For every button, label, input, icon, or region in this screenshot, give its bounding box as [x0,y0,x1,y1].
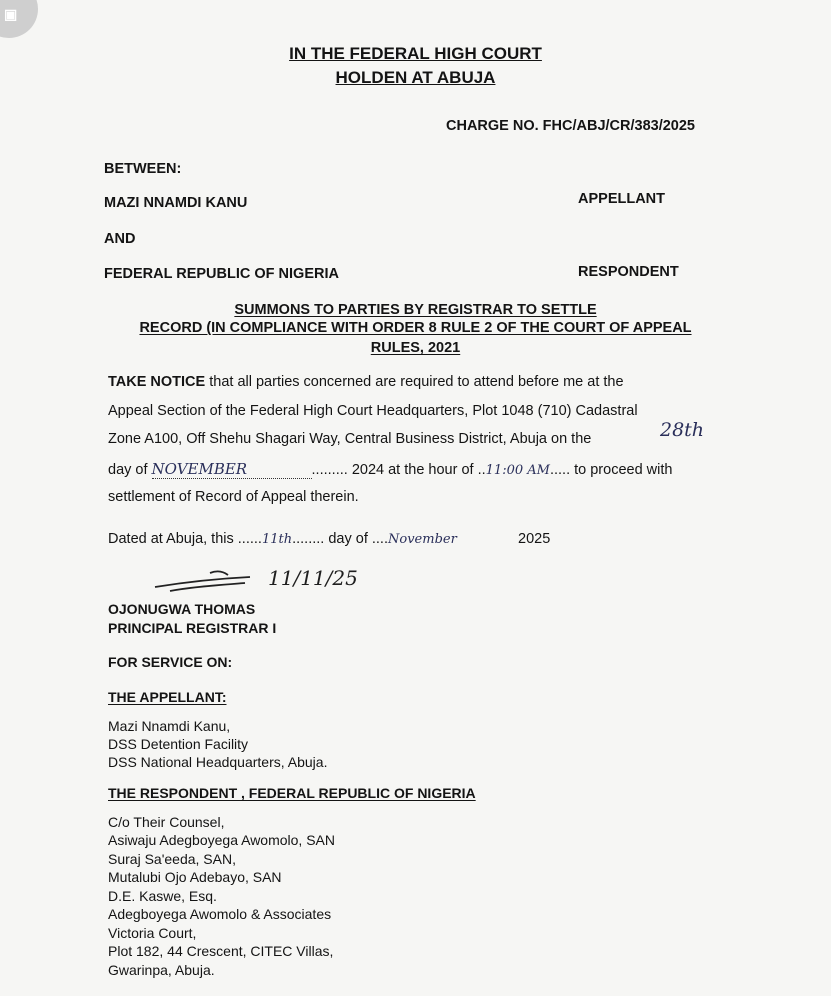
year-text: ......... 2024 [311,462,385,478]
hour-text: at the hour of .. [388,462,486,478]
respondent-address-line: C/o Their Counsel, [108,814,225,830]
notice-line1 [108,374,624,390]
notice-line3: Zone A100, Off Shehu Shagari Way, Central Business District, Abuja on the [108,431,592,447]
summons-title-line1: SUMMONS TO PARTIES BY REGISTRAR TO SETTLE [234,302,597,318]
respondent-address-line: Suraj Sa'eeda, SAN, [108,851,236,867]
notice-line5: settlement of Record of Appeal therein. [108,489,359,505]
respondent-address-line: Plot 182, 44 Crescent, CITEC Villas, [108,943,334,959]
respondent-address-line: D.E. Kaswe, Esq. [108,888,217,904]
respondent-address-line: Asiwaju Adegboyega Awomolo, SAN [108,832,335,848]
respondent-name: FEDERAL REPUBLIC OF NIGERIA [104,266,339,282]
notice-line1-text: that all parties concerned are required to attend before me at the [205,374,624,390]
respondent-address-line: Mutalubi Ojo Adebayo, SAN [108,869,282,885]
court-title-line2: HOLDEN AT ABUJA [335,68,496,87]
dated-year: 2025 [518,531,551,547]
notice-line2: Appeal Section of the Federal High Court Headquarters, Plot 1048 (710) Cadastral [108,403,638,419]
dated-prefix: Dated at Abuja, this ...... [108,531,262,547]
signature-date-scrawl: 11/11/25 [268,566,358,590]
dated-mid: ........ day of .... [292,531,388,547]
day-of-text: day of [108,462,148,478]
proceed-text: ..... to proceed with [549,462,673,478]
summons-title-line2: RECORD (IN COMPLIANCE WITH ORDER 8 RULE 2 OF THE COURT OF APPEAL [139,320,692,336]
respondent-service-heading: THE RESPONDENT , FEDERAL REPUBLIC OF NIGERIA [108,785,476,801]
summons-title-line3: RULES, 2021 [370,340,461,356]
respondent-address-line: Gwarinpa, Abuja. [108,962,215,978]
registrar-title: PRINCIPAL REGISTRAR I [108,620,277,636]
registrar-signature [150,565,260,595]
registrar-name: OJONUGWA THOMAS [108,601,256,617]
and-label: AND [104,231,136,247]
between-label: BETWEEN: [104,161,182,177]
appellant-address-line: Mazi Nnamdi Kanu, [108,718,231,734]
appellant-name: MAZI NNAMDI KANU [104,195,248,211]
notice-line4 [108,460,672,479]
respondent-address-line: Adegboyega Awomolo & Associates [108,906,332,922]
camera-icon: ▣ [4,6,18,22]
appellant-role: APPELLANT [578,191,665,207]
appellant-address-line: DSS Detention Facility [108,736,249,752]
charge-number: CHARGE NO. FHC/ABJ/CR/383/2025 [446,118,695,134]
appellant-address-line: DSS National Headquarters, Abuja. [108,754,328,770]
corner-badge [0,0,38,38]
handwritten-day: 28th [660,419,705,441]
appellant-service-heading: THE APPELLANT: [108,689,227,705]
service-heading: FOR SERVICE ON: [108,654,233,670]
court-title-line1: IN THE FEDERAL HIGH COURT [289,44,542,63]
dated-handwritten-month: November [388,532,457,547]
handwritten-hour: 11:00 AM [485,463,550,478]
respondent-role: RESPONDENT [578,264,679,280]
dated-handwritten-day: 11th [261,532,293,547]
handwritten-month: NOVEMBER [152,460,312,479]
respondent-address-line: Victoria Court, [108,925,197,941]
dated-line [108,531,550,547]
take-notice-label: TAKE NOTICE [108,374,206,390]
